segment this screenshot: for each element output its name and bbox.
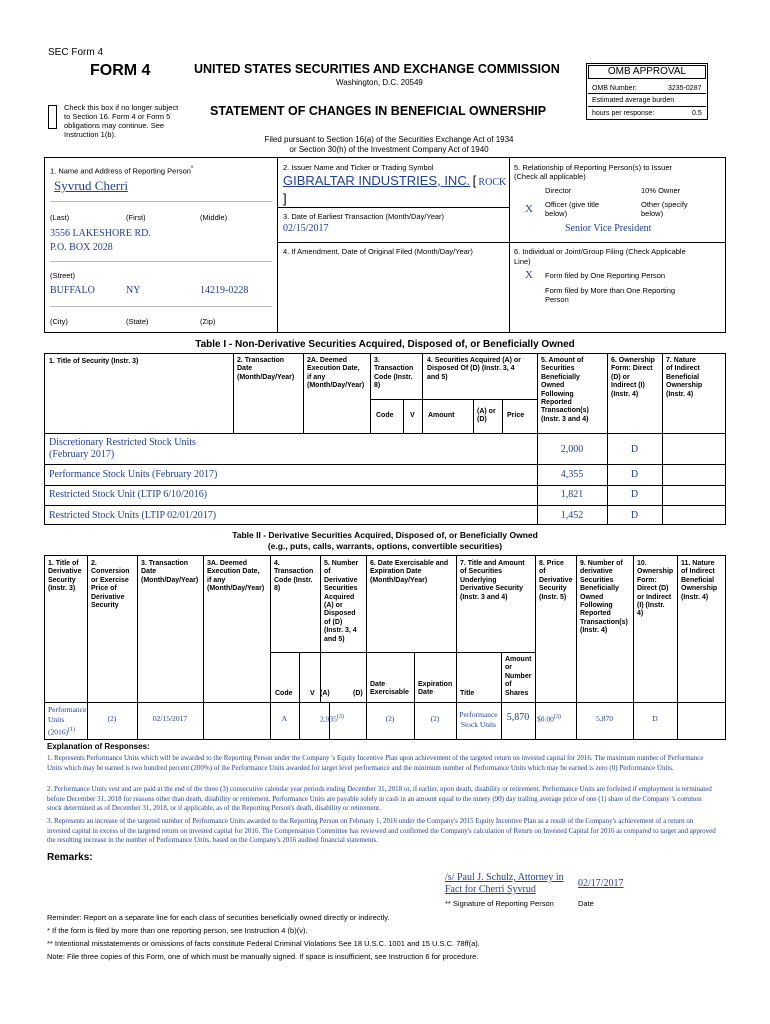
address-line1: 3556 LAKESHORE RD. xyxy=(50,228,151,239)
t1-row-4-form: D xyxy=(630,510,639,521)
street-label: (Street) xyxy=(50,271,76,280)
box6-label: 6. Individual or Joint/Group Filing (Check Applicable Line) xyxy=(514,247,686,266)
t1-row-1-title: Discretionary Restricted Stock Units (February 2017) xyxy=(49,437,196,460)
t2-row-owned: 5,870 xyxy=(596,714,613,723)
city-value: BUFFALO xyxy=(50,285,95,296)
t1-col-trans-date: 2. Transaction Date (Month/Day/Year) xyxy=(237,357,295,381)
sec-form-label: SEC Form 4 xyxy=(48,47,104,58)
omb-hours-label: hours per response: xyxy=(592,110,655,117)
t1-col-v: V xyxy=(410,412,415,419)
box5-label: 5. Relationship of Reporting Person(s) to Issuer (Check all applicable) xyxy=(514,163,672,181)
last-label: (Last) xyxy=(50,213,70,222)
form-title: FORM 4 xyxy=(90,62,151,79)
ten-percent-option: 10% Owner xyxy=(641,186,681,195)
omb-burden-label: Estimated average burden xyxy=(592,97,675,104)
city-label: (City) xyxy=(50,317,68,326)
t2-col-v: V xyxy=(310,690,315,697)
t1-row-3-title: Restricted Stock Unit (LTIP 6/10/2016) xyxy=(49,489,208,500)
t2-col-owned: 9. Number of derivative Securities Beneficially Owned Following Reported Transaction(s) (Instr. 4) xyxy=(580,560,628,635)
no-longer-subject-checkbox[interactable] xyxy=(48,105,57,129)
explanation-heading: Explanation of Responses: xyxy=(47,742,150,751)
state-label: (State) xyxy=(126,317,149,326)
t1-col-owned: 5. Amount of Securities Beneficially Owned Following Reported Transaction(s) (Instr. 3 and 4) xyxy=(541,357,589,423)
ticker-symbol: ROCK xyxy=(478,177,507,188)
t2-col-nature: 11. Nature of Indirect Beneficial Ownership (Instr. 4) xyxy=(681,560,718,601)
t2-col-date-exercisable: Date Exercisable xyxy=(370,681,409,697)
t2-row-expiration: (2) xyxy=(430,714,440,723)
t2-col-trans-code: 4. Transaction Code (Instr. 8) xyxy=(274,560,314,593)
t2-row-underlying-amount: 5,870 xyxy=(506,712,530,723)
omb-title: OMB APPROVAL xyxy=(607,66,687,77)
commission-title: UNITED STATES SECURITIES AND EXCHANGE COMMISSION xyxy=(194,62,560,76)
t2-col-deemed-date: 3A. Deemed Execution Date, if any (Month/Day/Year) xyxy=(207,560,265,593)
other-option: Other (specify below) xyxy=(641,200,688,218)
signature: /s/ Paul J. Schulz, Attorney in Fact for Cherri Syvrud xyxy=(445,872,564,895)
t2-row-title: Performance Units $(2016)^{(1)}$ xyxy=(48,705,87,737)
box4-label: 4. If Amendment, Date of Original Filed (Month/Day/Year) xyxy=(283,247,473,256)
more-persons-option: Form filed by More than One Reporting Person xyxy=(545,286,676,304)
checkbox-instructions: Check this box if no longer subject to Section 16. Form 4 or Form 5 obligations may continue. See Instruction 1(b). xyxy=(64,103,179,139)
filing-note: Note: File three copies of this Form, one of which must be manually signed. If space is insufficient, see Instruction 6 for procedure. xyxy=(47,952,479,961)
box2-label: 2. Issuer Name and Ticker or Trading Symbol xyxy=(283,163,434,172)
t1-col-nature: 7. Nature of Indirect Beneficial Ownership (Instr. 4) xyxy=(666,357,703,398)
t2-col-price: 8. Price of Derivative Security (Instr. 5) xyxy=(539,560,573,601)
t1-row-1-owned: 2,000 xyxy=(560,444,584,455)
t2-col-d: (D) xyxy=(353,690,363,697)
t1-col-ownership-form: 6. Ownership Form: Direct (D) or Indirect (I) (Instr. 4) xyxy=(611,357,655,398)
footnote-1: 1. Represents Performance Units which will be awarded to the Reporting Person under the Company 's Equity Incentive Plan upon achievement of the targeted return on invested capital for 2016. The maximum number of Performance Units which may be earned is two hundred percent (200%) of the Performance Units awarded for target level performance and the minimum number of Performance Units which may be earned is zero (0) Performance Units. xyxy=(47,754,704,772)
t1-row-3-owned: 1,821 xyxy=(560,489,584,500)
t2-col-ownership-form: 10. Ownership Form: Direct (D) or Indirect (I) (Instr. 4) xyxy=(637,560,674,618)
one-person-option: Form filed by One Reporting Person xyxy=(545,271,666,280)
state-value: NY xyxy=(126,285,141,296)
t2-col-expiration: Expiration Date xyxy=(418,681,453,697)
t2-row-conversion: (2) xyxy=(107,714,117,723)
statement-title: STATEMENT OF CHANGES IN BENEFICIAL OWNERSHIP xyxy=(210,104,547,118)
t1-col-acquired: 4. Securities Acquired (A) or Disposed Of (D) (Instr. 3, 4 and 5) xyxy=(427,357,521,381)
footnote-3: 3. Represents an increase of the targeted number of Performance Units awarded to the Reporting Person on February 1, 2016 under the Company's 2015 Equity Incentive Plan as a result of the Company's achievement of a return on invested capital in excess of the targeted return on invested capital for 2016. The Compensation Committee has reviewed and confirmed the Company's calculation of Return on Invested Capital for 2016 as compared to target and approved the resulting increase in the number of Performance Units, based on the Company's 2016 audited financial statements. xyxy=(47,817,716,844)
t1-row-1-form: D xyxy=(630,444,639,455)
t2-col-a: (A) xyxy=(320,690,330,697)
issuer-link[interactable]: GIBRALTAR INDUSTRIES, INC. xyxy=(283,173,471,188)
t2-col-conversion: 2. Conversion or Exercise Price of Derivative Security xyxy=(91,560,130,610)
middle-label: (Middle) xyxy=(200,213,228,222)
t2-col-number: 5. Number of Derivative Securities Acquired (A) or Disposed of (D) (Instr. 3, 4 and 5) xyxy=(324,560,359,643)
t1-row-2-title: Performance Stock Units (February 2017) xyxy=(49,469,218,480)
t2-row-exercisable: (2) xyxy=(385,714,395,723)
t1-col-price: Price xyxy=(507,412,525,419)
box1-label: 1. Name and Address of Reporting Person* xyxy=(50,166,194,176)
table2-title: Table II - Derivative Securities Acquired, Disposed of, or Beneficially Owned (e.g., puts, calls, warrants, options, convertible securities) xyxy=(232,530,538,551)
t2-row-code: A xyxy=(281,714,288,723)
t2-col-dates: 6. Date Exercisable and Expiration Date (Month/Day/Year) xyxy=(370,560,449,584)
box3-label: 3. Date of Earliest Transaction (Month/Day/Year) xyxy=(283,212,445,221)
zip-label: (Zip) xyxy=(200,317,216,326)
t1-row-2-form: D xyxy=(630,469,639,480)
t2-col-trans-date: 3. Transaction Date (Month/Day/Year) xyxy=(141,560,199,584)
earliest-transaction-date: 02/15/2017 xyxy=(283,223,329,234)
omb-hours: 0.5 xyxy=(692,110,702,117)
t1-col-deemed-date: 2A. Deemed Execution Date, if any (Month/Day/Year) xyxy=(307,357,365,390)
signature-label: ** Signature of Reporting Person xyxy=(445,899,554,908)
omb-number-label: OMB Number: xyxy=(592,85,637,92)
t2-col-amount-shares: Amount or Number of Shares xyxy=(505,656,532,697)
t1-col-a-or-d: (A) or (D) xyxy=(477,408,496,424)
first-label: (First) xyxy=(126,213,146,222)
t1-col-trans-code: 3. Transaction Code (Instr. 8) xyxy=(374,357,414,390)
officer-title: Senior Vice President xyxy=(565,223,652,234)
one-person-check-mark[interactable]: X xyxy=(525,269,533,281)
t2-col-underlying: 7. Title and Amount of Securities Underlying Derivative Security (Instr. 3 and 4) xyxy=(460,560,525,601)
t1-row-4-title: Restricted Stock Units (LTIP 02/01/2017) xyxy=(49,510,217,521)
remarks-heading: Remarks: xyxy=(47,852,93,863)
t1-row-2-owned: 4,355 xyxy=(560,469,584,480)
address-line2: P.O. BOX 2028 xyxy=(50,242,113,253)
t2-row-date: 02/15/2017 xyxy=(152,714,188,723)
t1-col-amount: Amount xyxy=(428,412,455,419)
table1-title: Table I - Non-Derivative Securities Acquired, Disposed of, or Beneficially Owned xyxy=(195,339,575,350)
date-label: Date xyxy=(578,899,594,908)
zip-value: 14219-0228 xyxy=(200,285,249,296)
t2-col-title: 1. Title of Derivative Security (Instr. 3) xyxy=(48,560,82,593)
officer-check-mark[interactable]: X xyxy=(525,203,533,215)
reminder: Reminder: Report on a separate line for each class of securities beneficially owned directly or indirectly. xyxy=(47,913,390,922)
t2-col-code: Code xyxy=(275,690,293,697)
signature-date: 02/17/2017 xyxy=(578,878,624,889)
footnote-star: * If the form is filed by more than one reporting person, see Instruction 4 (b)(v). xyxy=(47,926,308,935)
t1-row-4-owned: 1,452 xyxy=(560,510,584,521)
t1-row-3-form: D xyxy=(630,489,639,500)
t2-row-form: D xyxy=(652,714,658,723)
reporting-person-name[interactable]: Syvrud Cherri xyxy=(54,178,129,193)
t2-row-price: $0.00$^{(3)}$ xyxy=(537,714,561,724)
issuer-name[interactable]: GIBRALTAR INDUSTRIES, INC. [ ROCK ] xyxy=(283,173,507,206)
t2-col-title-label: Title xyxy=(460,690,475,697)
filed-pursuant-text: Filed pursuant to Section 16(a) of the Securities Exchange Act of 1934 or Section 30(h) of the Investment Company Act of 1940 xyxy=(264,135,514,154)
director-option: Director xyxy=(545,186,572,195)
t2-row-underlying-title: Performance Stock Units xyxy=(459,710,498,729)
officer-option: Officer (give title below) xyxy=(545,200,600,218)
t1-col-title: 1. Title of Security (Instr. 3) xyxy=(49,358,139,365)
omb-number: 3235-0287 xyxy=(668,85,702,92)
footnote-double-star: ** Intentional misstatements or omissions of facts constitute Federal Criminal Violations See 18 U.S.C. 1001 and 15 U.S.C. 78ff(a). xyxy=(47,939,480,948)
commission-city: Washington, D.C. 20549 xyxy=(336,78,423,87)
footnote-2: 2. Performance Units vest and are paid at the end of the three (3) consecutive calendar year periods ending December 31, 2018 or, if earlier, upon death, disability or retirement. Performance Units are forfeited if employment is terminated before December 31, 2018 for reasons other than death, disability or retirement. Performance Units are payable solely in cash in an amount equal to the ninety (90) day trailing average price of one (1) share of the Company 's common stock determined as of December 31, 2018, or if applicable, as of the Reporting Person's death, disability or retirement. xyxy=(47,785,712,812)
t2-row-amount: 2,935$^{(3)}$ xyxy=(320,714,344,724)
t1-col-code: Code xyxy=(376,412,394,419)
